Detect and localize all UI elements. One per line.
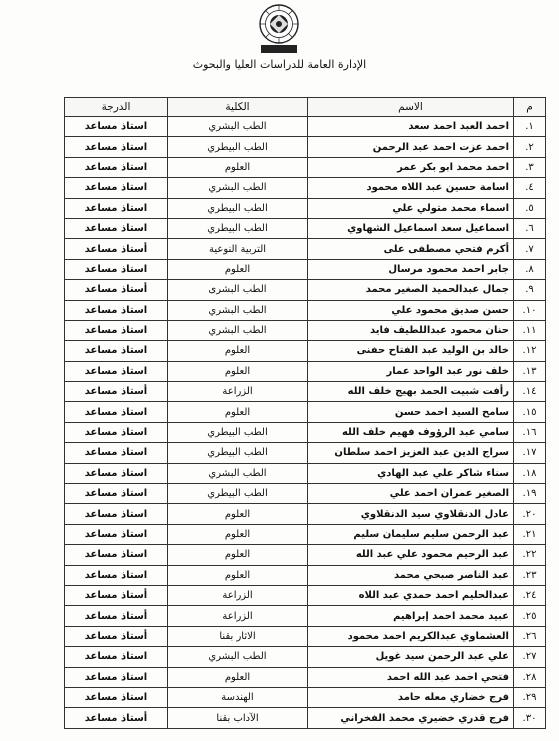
table-row [65, 667, 546, 687]
table-row [65, 504, 546, 524]
row-number-cell: ٨. [514, 259, 546, 279]
row-degree-cell: استاذ مساعد [65, 300, 168, 320]
row-name-cell: خلف نور عبد الواحد عمار [308, 361, 514, 381]
table-row [65, 402, 546, 422]
row-degree-cell: استاذ مساعد [65, 320, 168, 340]
table-row [65, 280, 546, 300]
table-row [65, 300, 546, 320]
row-name-cell: حسن صديق محمود علي [308, 300, 514, 320]
row-degree-cell: استاذ مساعد [65, 402, 168, 422]
row-degree-cell: استاذ مساعد [65, 422, 168, 442]
row-degree-cell: استاذ مساعد [65, 484, 168, 504]
row-number-cell: ٣. [514, 157, 546, 177]
row-degree-cell: استاذ مساعد [65, 667, 168, 687]
table-row [65, 484, 546, 504]
row-faculty-cell: الآداب بقنا [168, 708, 308, 728]
row-number-cell: ٢٢. [514, 545, 546, 565]
row-name-cell: اسماعيل سعد اسماعيل الشهاوي [308, 218, 514, 238]
table-row [65, 341, 546, 361]
row-number-cell: ٢٩. [514, 687, 546, 707]
row-faculty-cell: الزراعة [168, 382, 308, 402]
row-faculty-cell: العلوم [168, 402, 308, 422]
row-number-cell: ٢١. [514, 524, 546, 544]
row-number-cell: ١. [514, 117, 546, 137]
row-degree-cell: استاذ مساعد [65, 504, 168, 524]
row-number-cell: ١٣. [514, 361, 546, 381]
row-number-cell: ٢. [514, 137, 546, 157]
row-number-cell: ١٤. [514, 382, 546, 402]
row-faculty-cell: العلوم [168, 341, 308, 361]
row-number-cell: ٢٤. [514, 585, 546, 605]
table-row [65, 463, 546, 483]
table-row [65, 708, 546, 728]
table-row [65, 117, 546, 137]
table-row [65, 361, 546, 381]
row-name-cell: اسامة حسين عبد اللاه محمود [308, 178, 514, 198]
row-name-cell: عبد الرحمن سليم سليمان سليم [308, 524, 514, 544]
row-degree-cell: استاذ مساعد [65, 341, 168, 361]
table-row [65, 178, 546, 198]
row-number-cell: ٣٠. [514, 708, 546, 728]
row-degree-cell: استاذ مساعد [65, 198, 168, 218]
row-degree-cell: أستاذ مساعد [65, 606, 168, 626]
table-row [65, 565, 546, 585]
row-degree-cell: استاذ مساعد [65, 218, 168, 238]
row-faculty-cell: الطب البشري [168, 117, 308, 137]
table-row [65, 647, 546, 667]
row-degree-cell: استاذ مساعد [65, 178, 168, 198]
row-degree-cell: أستاذ مساعد [65, 708, 168, 728]
row-number-cell: ١٨. [514, 463, 546, 483]
table-row [65, 545, 546, 565]
row-degree-cell: أستاذ مساعد [65, 626, 168, 646]
row-number-cell: ١٩. [514, 484, 546, 504]
row-name-cell: العشماوي عبدالكريم احمد محمود [308, 626, 514, 646]
row-name-cell: فتحي احمد عبد الله احمد [308, 667, 514, 687]
row-name-cell: عبيد محمد احمد إبراهيم [308, 606, 514, 626]
row-faculty-cell: العلوم [168, 565, 308, 585]
row-name-cell: أكرم فتحي مصطفى على [308, 239, 514, 259]
row-faculty-cell: الطب البيطري [168, 422, 308, 442]
row-name-cell: اسماء محمد متولي علي [308, 198, 514, 218]
table-row [65, 524, 546, 544]
table-row [65, 320, 546, 340]
table-row [65, 259, 546, 279]
row-faculty-cell: الطب البشري [168, 178, 308, 198]
row-degree-cell: أستاذ مساعد [65, 280, 168, 300]
row-faculty-cell: الطب البيطري [168, 137, 308, 157]
row-faculty-cell: العلوم [168, 667, 308, 687]
row-degree-cell: استاذ مساعد [65, 443, 168, 463]
row-number-cell: ٢٦. [514, 626, 546, 646]
row-name-cell: عادل الدنقلاوي سيد الدنقلاوي [308, 504, 514, 524]
row-name-cell: جابر احمد محمود مرسال [308, 259, 514, 279]
row-number-cell: ٦. [514, 218, 546, 238]
row-degree-cell: استاذ مساعد [65, 157, 168, 177]
row-number-cell: ٥. [514, 198, 546, 218]
table-row [65, 443, 546, 463]
row-degree-cell: استاذ مساعد [65, 524, 168, 544]
row-name-cell: عبد الرحيم محمود علي عبد الله [308, 545, 514, 565]
row-degree-cell: أستاذ مساعد [65, 382, 168, 402]
row-name-cell: سناء شاكر علي عبد الهادي [308, 463, 514, 483]
row-number-cell: ١٧. [514, 443, 546, 463]
table-body [65, 117, 546, 729]
row-faculty-cell: الطب البشري [168, 647, 308, 667]
row-faculty-cell: الطب البشرى [168, 280, 308, 300]
row-name-cell: الصغير عمران احمد علي [308, 484, 514, 504]
row-faculty-cell: الطب البشري [168, 300, 308, 320]
row-degree-cell: استاذ مساعد [65, 545, 168, 565]
row-faculty-cell: الهندسة [168, 687, 308, 707]
table-row [65, 382, 546, 402]
row-name-cell: فرج خضاري معله حامد [308, 687, 514, 707]
row-name-cell: فرج قدري خضيري محمد الفخراني [308, 708, 514, 728]
table-row [65, 218, 546, 238]
row-number-cell: ٩. [514, 280, 546, 300]
row-degree-cell: أستاذ مساعد [65, 585, 168, 605]
row-faculty-cell: الطب البيطري [168, 218, 308, 238]
row-name-cell: احمد محمد ابو بكر عمر [308, 157, 514, 177]
department-title: الإدارة العامة للدراسات العليا والبحوث [192, 58, 367, 71]
faculty-roster-table [64, 97, 546, 729]
row-degree-cell: استاذ مساعد [65, 463, 168, 483]
row-number-cell: ١١. [514, 320, 546, 340]
row-name-cell: رأفت شبيت الحمد بهيج خلف الله [308, 382, 514, 402]
table-row [65, 687, 546, 707]
row-number-cell: ١٥. [514, 402, 546, 422]
row-number-cell: ٧. [514, 239, 546, 259]
row-name-cell: عبدالحليم احمد حمدي عبد اللاه [308, 585, 514, 605]
row-name-cell: جمال عبدالحميد الصغير محمد [308, 280, 514, 300]
row-faculty-cell: الزراعة [168, 585, 308, 605]
row-number-cell: ٢٥. [514, 606, 546, 626]
table-row [65, 239, 546, 259]
table-row [65, 626, 546, 646]
row-degree-cell: أستاذ مساعد [65, 239, 168, 259]
row-name-cell: سراج الدين عبد العزيز احمد سلطان [308, 443, 514, 463]
row-degree-cell: استاذ مساعد [65, 687, 168, 707]
row-faculty-cell: التربية النوعية [168, 239, 308, 259]
row-faculty-cell: العلوم [168, 504, 308, 524]
row-faculty-cell: الزراعة [168, 606, 308, 626]
column-header-faculty: الكلية [168, 98, 308, 117]
table-row [65, 422, 546, 442]
table-row [65, 198, 546, 218]
row-number-cell: ١٦. [514, 422, 546, 442]
column-header-degree: الدرجة [65, 98, 168, 117]
row-number-cell: ٢٣. [514, 565, 546, 585]
row-degree-cell: استاذ مساعد [65, 137, 168, 157]
row-number-cell: ٢٨. [514, 667, 546, 687]
row-number-cell: ٢٠. [514, 504, 546, 524]
row-name-cell: عبد الناصر صبحي محمد [308, 565, 514, 585]
row-faculty-cell: العلوم [168, 524, 308, 544]
row-faculty-cell: الطب البشري [168, 463, 308, 483]
row-faculty-cell: الاثار بقنا [168, 626, 308, 646]
row-faculty-cell: العلوم [168, 259, 308, 279]
row-faculty-cell: العلوم [168, 545, 308, 565]
row-faculty-cell: الطب البيطري [168, 198, 308, 218]
row-name-cell: احمد العبد احمد سعد [308, 117, 514, 137]
row-faculty-cell: العلوم [168, 157, 308, 177]
row-degree-cell: استاذ مساعد [65, 259, 168, 279]
table-row [65, 137, 546, 157]
row-name-cell: سامح السيد احمد حسن [308, 402, 514, 422]
row-name-cell: احمد عزت احمد عبد الرحمن [308, 137, 514, 157]
row-faculty-cell: الطب البيطري [168, 443, 308, 463]
row-name-cell: سامي عبد الرؤوف فهيم خلف الله [308, 422, 514, 442]
table-header-row [65, 98, 546, 117]
row-number-cell: ٢٧. [514, 647, 546, 667]
column-header-name: الاسم [308, 98, 514, 117]
table-row [65, 606, 546, 626]
row-faculty-cell: العلوم [168, 361, 308, 381]
row-number-cell: ١٠. [514, 300, 546, 320]
table-row [65, 585, 546, 605]
row-degree-cell: استاذ مساعد [65, 565, 168, 585]
row-number-cell: ١٢. [514, 341, 546, 361]
row-faculty-cell: الطب البيطري [168, 484, 308, 504]
row-name-cell: خالد بن الوليد عبد الفتاح حفنى [308, 341, 514, 361]
row-name-cell: علي عبد الرحمن سيد غويل [308, 647, 514, 667]
column-header-number: م [514, 98, 546, 117]
row-degree-cell: استاذ مساعد [65, 647, 168, 667]
row-faculty-cell: الطب البشري [168, 320, 308, 340]
table-row [65, 157, 546, 177]
row-name-cell: حنان محمود عبداللطيف فايد [308, 320, 514, 340]
row-degree-cell: استاذ مساعد [65, 361, 168, 381]
row-number-cell: ٤. [514, 178, 546, 198]
university-logo [257, 4, 301, 54]
row-degree-cell: استاذ مساعد [65, 117, 168, 137]
